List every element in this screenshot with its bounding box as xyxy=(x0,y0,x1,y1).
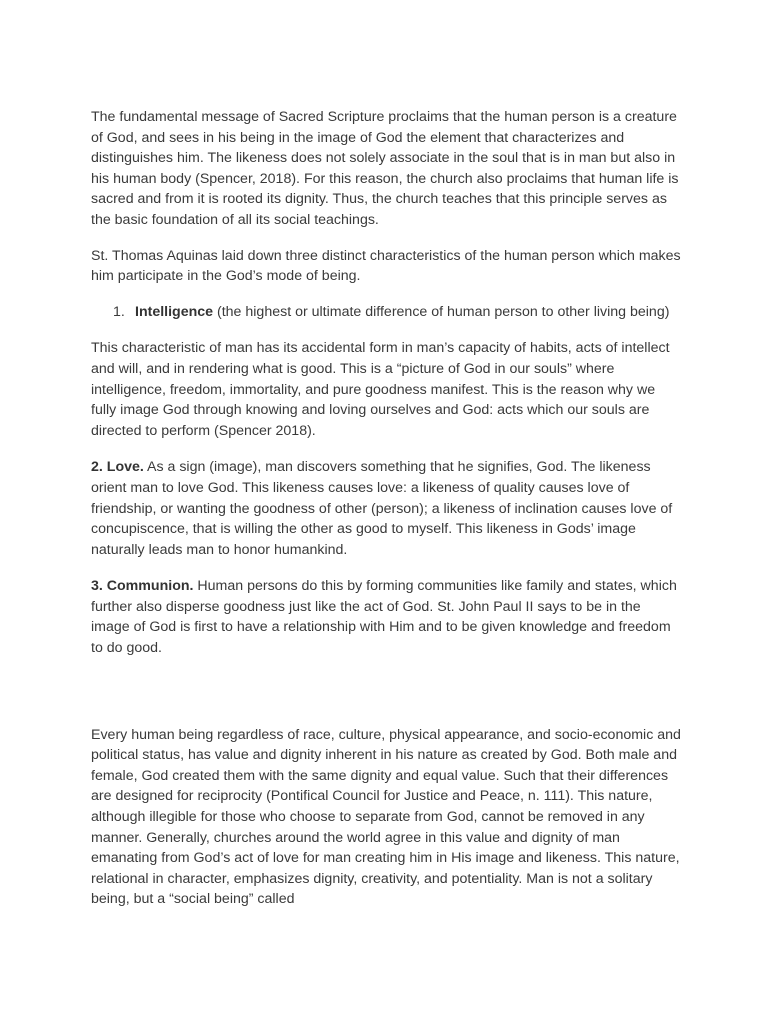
list-item-heading: Intelligence xyxy=(135,303,214,320)
paragraph-spacer xyxy=(91,674,683,725)
love-text: As a sign (image), man discovers something that he signifies, God. The likeness orient man to love God. This likeness causes love: a likeness of quality causes love of friendship, or wanting the goodness of other (person); a likeness of inclination causes love of concupiscence, that is willing the other as good to myself. This likeness in Gods’ image naturally leads man to honor humankind. xyxy=(91,459,673,558)
paragraph-human-dignity: Every human being regardless of race, culture, physical appearance, and socio-economic and political status, has value and dignity inherent in his nature as created by God. Both male and female, God created them with the same dignity and equal value. Such that their differences are designed for reciprocity (Pontifical Council for Justice and Peace, n. 111). This nature, although illegible for those who choose to separate from God, cannot be removed in any manner. Generally, churches around the world agree in this value and dignity of man emanating from God’s act of love for man creating him in His image and likeness. This nature, relational in character, emphasizes dignity, creativity, and potentiality. Man is not a solitary being, but a “social being” called xyxy=(91,726,681,908)
communion-text: Human persons do this by forming communities like family and states, which further also disperse goodness just like the act of God. St. John Paul II says to be in the image of God is first to have a relationship with Him and to be given knowledge and freedom to do good. xyxy=(91,578,677,657)
paragraph-love xyxy=(91,457,683,560)
list-item-intelligence xyxy=(91,302,683,323)
communion-heading: 3. Communion. xyxy=(91,578,194,595)
love-heading: 2. Love. xyxy=(91,459,144,476)
list-item-number: 1. xyxy=(113,303,125,320)
paragraph-communion xyxy=(91,576,683,658)
document-body xyxy=(91,107,683,910)
paragraph-aquinas: St. Thomas Aquinas laid down three distinct characteristics of the human person which makes him participate in the God’s mode of being. xyxy=(91,247,681,285)
paragraph-intelligence: This characteristic of man has its accidental form in man’s capacity of habits, acts of intellect and will, and in rendering what is good. This is a “picture of God in our souls” where intelligence, freedom, immortality, and pure goodness manifest. This is the reason why we fully image God through knowing and loving ourselves and God: acts which our souls are directed to perform (Spencer 2018). xyxy=(91,340,670,439)
paragraph-sacred-scripture: The fundamental message of Sacred Scripture proclaims that the human person is a creature of God, and sees in his being in the image of God the element that characterizes and distinguishes him. The likeness does not solely associate in the soul that is in man but also in his human body (Spencer, 2018). For this reason, the church also proclaims that human life is sacred and from it is rooted its dignity. Thus, the church teaches that this principle serves as the basic foundation of all its social teachings. xyxy=(91,109,679,228)
characteristics-list xyxy=(91,302,683,323)
list-item-text: (the highest or ultimate difference of human person to other living being) xyxy=(213,303,670,320)
